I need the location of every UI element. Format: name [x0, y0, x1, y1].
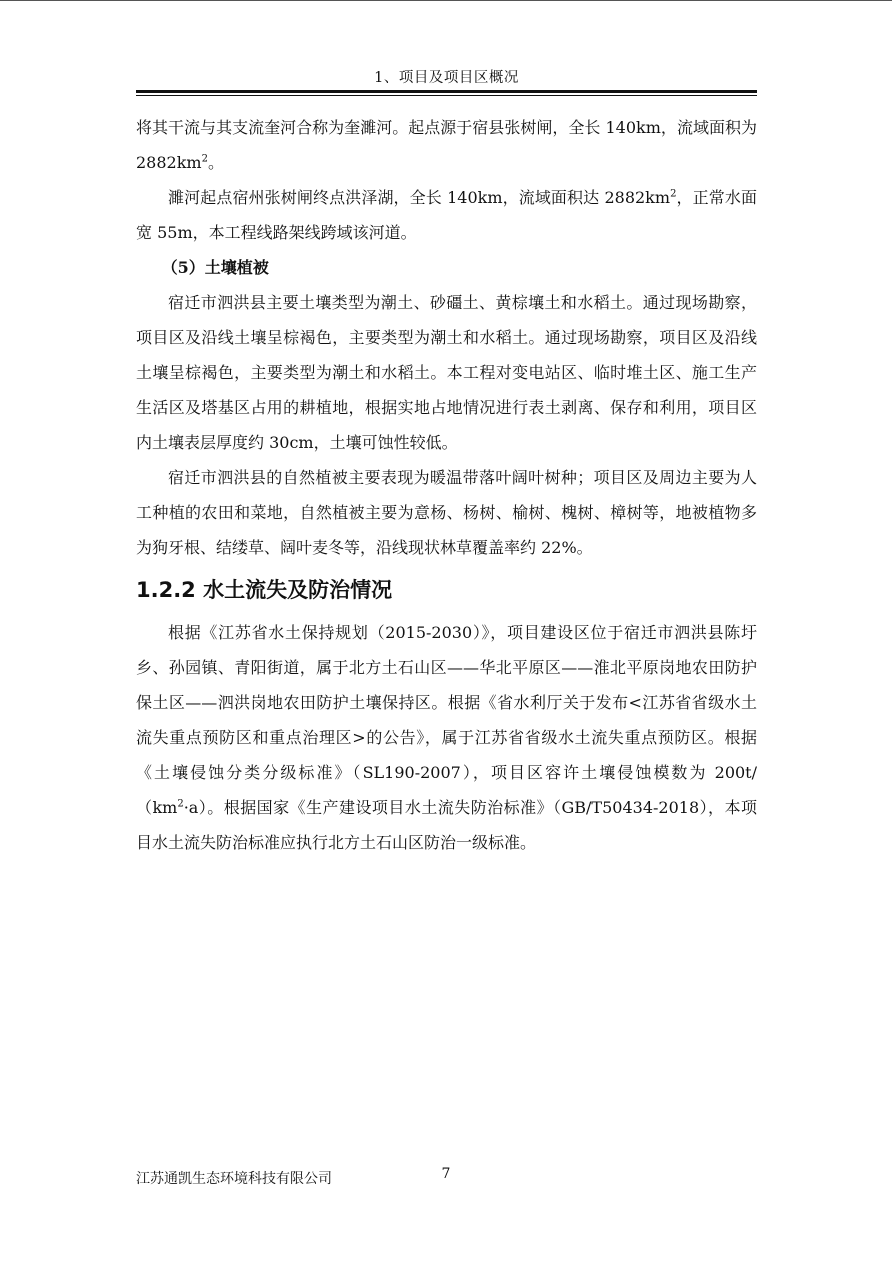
superscript: 2 — [201, 153, 208, 165]
paragraph-soil-erosion — [136, 615, 757, 860]
page-number: 7 — [441, 1166, 451, 1182]
superscript: 2 — [177, 798, 184, 810]
paragraph-text: 濉河起点宿州张树闸终点洪泽湖，全长 140km，流域面积达 2882km — [168, 188, 671, 207]
header-rule-thick — [136, 90, 757, 93]
superscript: 2 — [670, 188, 677, 200]
paragraph-text: 根据《江苏省水土保持规划（2015-2030）》，项目建设区位于宿迁市泗洪县陈圩乡、孙园镇、青阳街道，属于北方土石山区——华北平原区——淮北平原岗地农田防护保土区——泗洪岗地农田防护土壤保持区。根据《省水利厅关于发布<江苏省省级水土流失重点预防区和重点治理区>的公告》，属于江苏省省级水土流失重点预防区。根据《土壤侵蚀分类分级标准》（SL190-2007），项目区容许土壤侵蚀模数为 200t/（km — [136, 623, 757, 817]
paragraph-text: 将其干流与其支流奎河合称为奎濉河。起点源于宿县张树闸，全长 140km，流域面积为 2882km — [136, 118, 757, 172]
paragraph-text: ，正常水面宽 55m，本工程线路架线跨域该河道。 — [136, 188, 757, 242]
paragraph-soil: 宿迁市泗洪县主要土壤类型为潮土、砂礓土、黄棕壤土和水稻土。通过现场勘察，项目区及沿线土壤呈棕褐色，主要类型为潮土和水稻土。通过现场勘察，项目区及沿线土壤呈棕褐色，主要类型为潮土和水稻土。本工程对变电站区、临时堆土区、施工生产生活区及塔基区占用的耕植地，根据实地占地情况进行表土剥离、保存和利用，项目区内土壤表层厚度约 30cm，土壤可蚀性较低。 — [136, 293, 757, 452]
page-top-border — [0, 0, 892, 1]
paragraph-river-2 — [136, 180, 757, 250]
running-header: 1、项目及项目区概况 — [374, 70, 519, 86]
paragraph-vegetation: 宿迁市泗洪县的自然植被主要表现为暖温带落叶阔叶树种；项目区及周边主要为人工种植的农田和菜地，自然植被主要为意杨、杨树、榆树、槐树、樟树等，地被植物多为狗牙根、结缕草、阔叶麦冬等，沿线现状林草覆盖率约 22%。 — [136, 468, 757, 557]
section-heading: 1.2.2 水土流失及防治情况 — [136, 578, 393, 602]
subheading-soil-vegetation: （5）土壤植被 — [161, 258, 269, 277]
header-rule-thin — [136, 95, 757, 96]
footer-company: 江苏通凯生态环境科技有限公司 — [136, 1171, 332, 1187]
document-body — [136, 110, 757, 860]
paragraph-river-1 — [136, 110, 757, 180]
paragraph-text: ·a）。根据国家《生产建设项目水土流失防治标准》（GB/T50434-2018），本项目水土流失防治标准应执行北方土石山区防治一级标准。 — [136, 798, 757, 852]
paragraph-text: 。 — [207, 153, 224, 172]
